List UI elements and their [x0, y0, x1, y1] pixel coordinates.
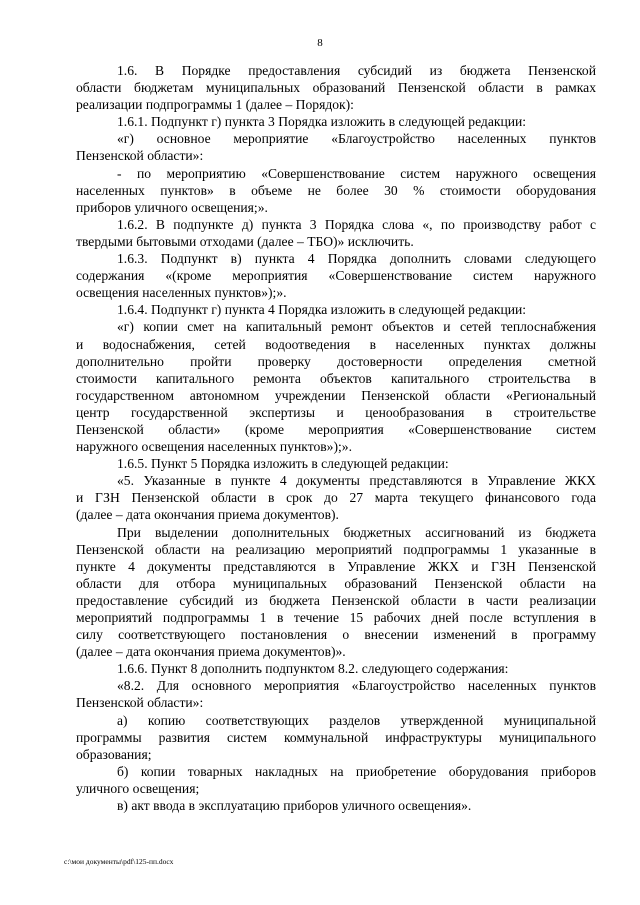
text-line: освещения населенных пунктов»);».: [76, 285, 287, 301]
text-line: содержания «(кроме мероприятия «Совершенствование систем наружного: [76, 268, 596, 284]
text-line: уличного освещения;: [76, 780, 200, 796]
text-line: твердыми бытовыми отходами (далее – ТБО)» исключить.: [76, 233, 414, 249]
text-line: реализации подпрограммы 1 (далее – Порядок):: [76, 97, 354, 113]
text-line: 1.6.3. Подпункт в) пункта 4 Порядка дополнить словами следующего: [117, 251, 596, 267]
text-line: Пензенской области на реализацию мероприятий подпрограммы 1 указанные в: [76, 541, 596, 557]
text-line: пункте 4 документы представляются в Управление ЖКХ и ГЗН Пензенской: [76, 558, 596, 574]
text-line: 1.6.4. Подпункт г) пункта 4 Порядка изложить в следующей редакции:: [117, 302, 527, 318]
text-line: При выделении дополнительных бюджетных ассигнований из бюджета: [117, 524, 596, 540]
text-line: «г) копии смет на капитальный ремонт объектов и сетей теплоснабжения: [117, 319, 596, 335]
text-line: 1.6.5. Пункт 5 Порядка изложить в следующей редакции:: [117, 456, 449, 472]
text-line: области для отбора муниципальных образований Пензенской области на: [76, 575, 596, 591]
text-line: предоставление субсидий из бюджета Пензенской области в части реализации: [76, 592, 596, 608]
text-line: (далее – дата окончания приема документов)».: [76, 644, 346, 660]
text-line: населенных пунктов» в объеме не более 30 % стоимости оборудования: [76, 182, 596, 198]
text-line: в) акт ввода в эксплуатацию приборов уличного освещения».: [117, 798, 472, 814]
text-line: образования;: [76, 746, 152, 762]
text-line: - по мероприятию «Совершенствование систем наружного освещения: [117, 165, 596, 181]
text-line: «5. Указанные в пункте 4 документы представляются в Управление ЖКХ: [117, 473, 596, 489]
text-line: центр государственной экспертизы и ценообразования в строительстве: [76, 404, 596, 420]
text-line: Пензенской области»:: [76, 695, 204, 711]
text-line: и водоснабжения, сетей водоотведения в населенных пунктах должны: [76, 336, 596, 352]
text-line: 1.6.2. В подпункте д) пункта 3 Порядка слова «, по производству работ с: [117, 216, 596, 232]
text-line: (далее – дата окончания приема документов).: [76, 507, 339, 523]
text-line: и ГЗН Пензенской области в срок до 27 марта текущего финансового года: [76, 490, 596, 506]
text-line: б) копии товарных накладных на приобретение оборудования приборов: [117, 763, 596, 779]
text-line: а) копию соответствующих разделов утвержденной муниципальной: [117, 712, 596, 728]
text-line: 1.6.6. Пункт 8 дополнить подпунктом 8.2. следующего содержания:: [117, 661, 509, 677]
text-line: «г) основное мероприятие «Благоустройство населенных пунктов: [117, 131, 596, 147]
text-line: Пензенской области»:: [76, 148, 204, 164]
text-line: 1.6.1. Подпункт г) пункта 3 Порядка изложить в следующей редакции:: [117, 114, 527, 130]
text-line: «8.2. Для основного мероприятия «Благоустройство населенных пунктов: [117, 678, 596, 694]
page-number: 8: [317, 37, 323, 49]
text-line: приборов уличного освещения;».: [76, 199, 268, 215]
text-line: стоимости капитального ремонта объектов капитального строительства в: [76, 370, 596, 386]
document-body: [76, 62, 596, 814]
text-line: наружного освещения населенных пунктов»);».: [76, 439, 352, 455]
text-line: силу соответствующего постановления о внесении изменений в программу: [76, 627, 596, 643]
text-line: области бюджетам муниципальных образований Пензенской области в рамках: [76, 80, 596, 96]
text-line: мероприятий подпрограммы 1 в течение 15 рабочих дней после вступления в: [76, 610, 596, 625]
text-line: дополнительно пройти проверку достоверности определения сметной: [76, 353, 596, 369]
file-path-footer: c:\мои документы\pdf\125-пп.docx: [64, 857, 174, 866]
text-line: Пензенской области» (кроме мероприятия «Совершенствование систем: [76, 421, 596, 437]
text-line: программы развития систем коммунальной инфраструктуры муниципального: [76, 729, 596, 745]
text-line: 1.6. В Порядке предоставления субсидий из бюджета Пензенской: [117, 63, 596, 78]
text-line: государственном автономном учреждении Пензенской области «Региональный: [76, 387, 596, 403]
